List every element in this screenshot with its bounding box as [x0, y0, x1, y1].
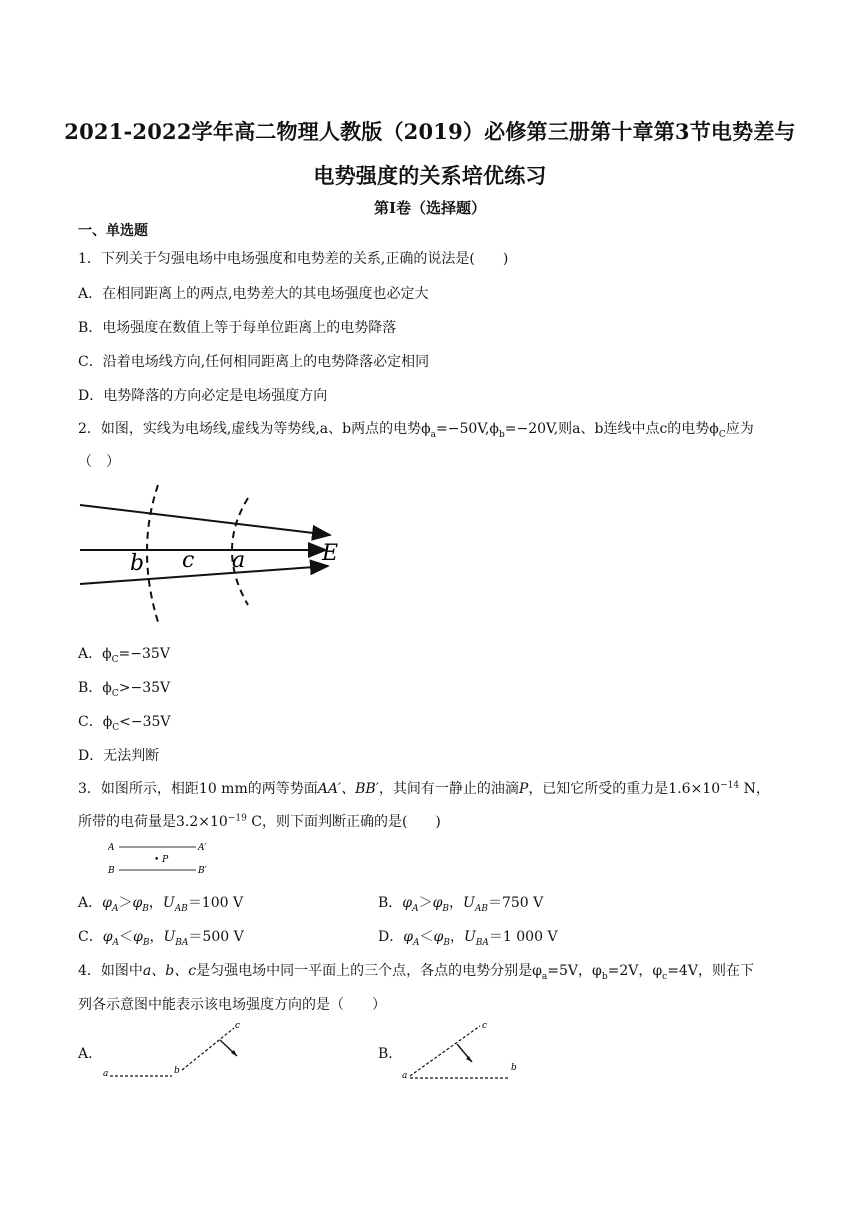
svg-text:B′: B′: [198, 866, 207, 876]
question-2-option-b: B．$\phi_C>-35V$: [78, 680, 171, 699]
section-heading: 一、单选题: [78, 223, 148, 239]
question-3-option-b: B．$\varphi_A>\varphi_B$，$U_{AB}=750$ V: [378, 895, 544, 914]
svg-text:b: b: [174, 1066, 180, 1076]
svg-text:b: b: [511, 1063, 517, 1073]
question-3-option-d: D．$\varphi_A<\varphi_B$，$U_{BA}=1$ 000 V: [378, 929, 558, 948]
label-b: b: [130, 551, 145, 576]
equipotential-b: [147, 485, 158, 622]
svg-text:A: A: [108, 843, 115, 853]
question-2-option-c: C．$\phi_C<-35V$: [78, 714, 171, 733]
label-e: E: [322, 541, 339, 566]
document-title-line-1: 2021-2022学年高二物理人教版（2019）必修第三册第十章第3节电势差与: [64, 119, 796, 144]
question-4-option-b-label: B．: [378, 1046, 403, 1062]
question-1-option-d: D．电势降落的方向必定是电场强度方向: [78, 388, 328, 404]
question-1-stem: 1．下列关于匀强电场中电场强度和电势差的关系,正确的说法是( ): [78, 251, 509, 267]
svg-text:a: a: [103, 1069, 109, 1079]
question-2-option-d: D．无法判断: [78, 748, 160, 764]
question-4-option-b-figure: [400, 1018, 530, 1082]
question-3-stem-line-2: 所带的电荷量是$3.2\times 10^{-19}$ C，则下面判断正确的是( ): [78, 813, 441, 830]
question-2-stem: 2．如图，实线为电场线,虚线为等势线,a、b两点的电势$\phi_a=-50V,\phi_b=-20V$,则a、b连线中点c的电势$\phi_C$应为: [78, 421, 754, 440]
svg-text:c: c: [235, 1021, 241, 1031]
question-1-option-b: B．电场强度在数值上等于每单位距离上的电势降落: [78, 320, 397, 336]
svg-text:B: B: [108, 866, 115, 876]
question-4-stem: 4．如图中a、b、c是匀强电场中同一平面上的三个点，各点的电势分别是$\varphi_a=5V$，$\varphi_b=2V$，$\varphi_c=4V$，则在下: [78, 963, 754, 982]
svg-text:c: c: [482, 1021, 488, 1031]
field-line-lower: [80, 566, 328, 584]
question-2-field-figure: [78, 480, 358, 625]
svg-text:• P: • P: [154, 855, 169, 865]
question-2-stem-line-2: （ ）: [78, 454, 120, 470]
document-title-line-2: 电势强度的关系培优练习: [313, 163, 547, 188]
question-3-equipotential-figure: [108, 838, 213, 878]
question-3-option-a: A．$\varphi_A>\varphi_B$，$U_{AB}=100$ V: [78, 895, 244, 914]
question-3-stem: 3．如图所示，相距10 mm的两等势面AA′、BB′，其间有一静止的油滴P，已知它所受的重力是$1.6\times 10^{-14}$ N，: [78, 780, 770, 797]
field-line-upper: [80, 505, 330, 535]
question-4-option-a-figure: [100, 1018, 250, 1082]
question-1-option-c: C．沿着电场线方向,任何相同距离上的电势降落必定相同: [78, 354, 430, 370]
question-3-option-c: C．$\varphi_A<\varphi_B$，$U_{BA}=500$ V: [78, 929, 244, 948]
svg-text:A′: A′: [198, 843, 207, 853]
volume-subtitle: 第Ⅰ卷（选择题）: [373, 199, 487, 217]
question-1-option-a: A．在相同距离上的两点,电势差大的其电场强度也必定大: [78, 286, 429, 302]
question-4-option-a-label: A．: [78, 1046, 103, 1062]
svg-text:a: a: [402, 1071, 408, 1081]
question-4-stem-line-2: 列各示意图中能表示该电场强度方向的是（ ）: [78, 997, 386, 1013]
label-a: a: [232, 548, 246, 573]
label-c: c: [182, 548, 195, 573]
question-2-option-a: A．$\phi_C=-35V$: [78, 646, 170, 665]
